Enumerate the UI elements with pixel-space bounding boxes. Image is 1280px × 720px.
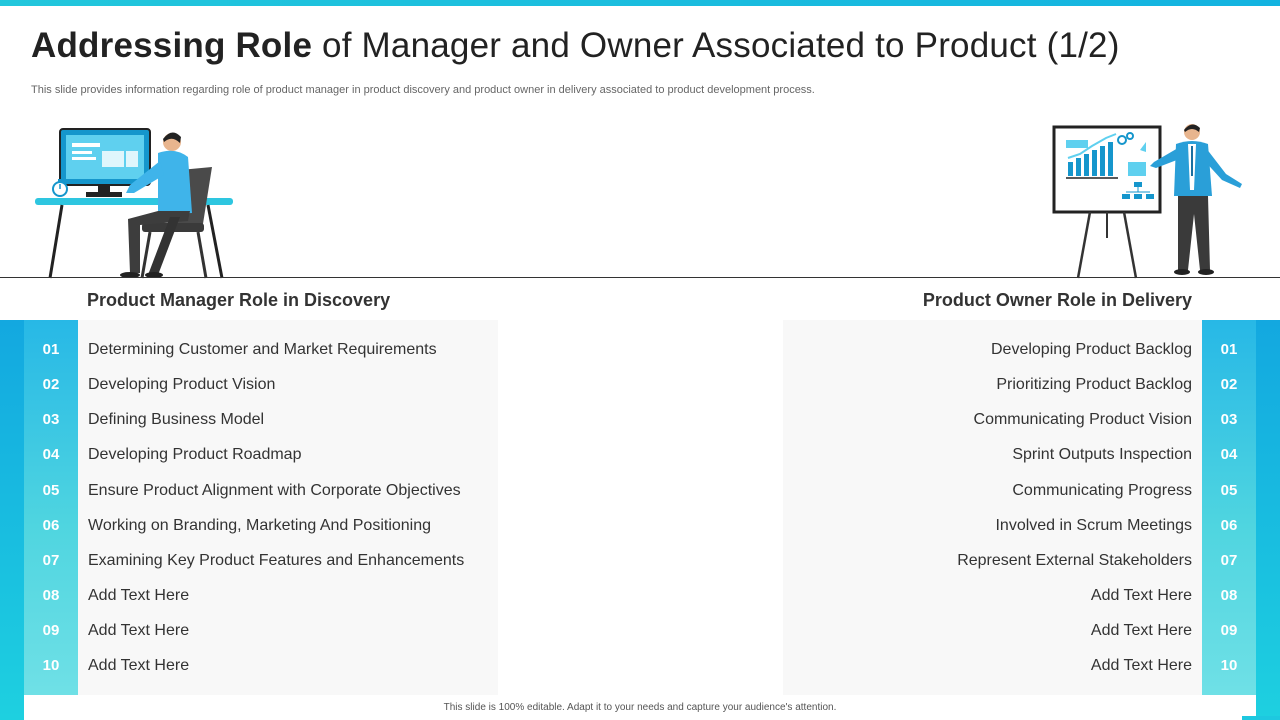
right-list-item: Communicating Progress: [1012, 482, 1192, 499]
desk-worker-illustration: [30, 125, 240, 280]
right-list-item: Developing Product Backlog: [990, 341, 1192, 358]
right-list-item: Prioritizing Product Backlog: [996, 376, 1192, 393]
title-bold-part: Addressing Role: [31, 26, 313, 65]
left-item-number: 09: [42, 622, 60, 639]
right-item-number: 01: [1220, 341, 1238, 358]
right-item-number: 07: [1220, 552, 1238, 569]
left-panel-heading: Product Manager Role in Discovery: [87, 290, 391, 310]
left-accent-strip: [0, 320, 24, 720]
right-number-column: [1202, 320, 1256, 695]
footer-note: This slide is 100% editable. Adapt it to your needs and capture your audience's attention.: [443, 702, 837, 713]
floor-divider-line: [0, 277, 1280, 278]
left-item-number: 01: [42, 341, 60, 358]
right-item-number: 04: [1220, 446, 1238, 463]
right-item-number: 05: [1220, 482, 1238, 499]
left-list-item: Working on Branding, Marketing And Positioning: [88, 517, 432, 534]
title-regular-part: of Manager and Owner Associated to Product (1/2): [312, 26, 1120, 65]
left-list-item: Developing Product Roadmap: [88, 446, 302, 463]
left-item-number: 10: [42, 657, 60, 674]
left-item-number: 03: [42, 411, 60, 428]
left-list-item: Ensure Product Alignment with Corporate Objectives: [88, 482, 461, 499]
right-list-item: Sprint Outputs Inspection: [1012, 446, 1192, 463]
right-list-item: Involved in Scrum Meetings: [995, 517, 1192, 534]
right-list-item: Represent External Stakeholders: [957, 552, 1192, 569]
left-list-item: Defining Business Model: [88, 411, 265, 428]
left-item-number: 06: [42, 517, 60, 534]
left-item-number: 07: [42, 552, 60, 569]
left-item-number: 05: [42, 482, 60, 499]
left-list-item: Examining Key Product Features and Enhancements: [88, 552, 465, 569]
left-list-item: Determining Customer and Market Requirements: [88, 341, 437, 358]
left-list-item: Add Text Here: [88, 587, 190, 604]
right-item-number: 09: [1220, 622, 1238, 639]
slide-title: [31, 26, 1120, 66]
right-list-box: [783, 320, 1202, 695]
left-list-box: [78, 320, 498, 695]
left-item-number: 02: [42, 376, 60, 393]
left-item-number: 08: [42, 587, 60, 604]
right-list-item: Add Text Here: [1090, 622, 1192, 639]
left-list-item: Developing Product Vision: [88, 376, 276, 393]
presenter-board-illustration: [1050, 118, 1250, 280]
left-item-number: 04: [42, 446, 60, 463]
right-list-item: Communicating Product Vision: [973, 411, 1192, 428]
right-item-number: 08: [1220, 587, 1238, 604]
left-list-item: Add Text Here: [88, 622, 190, 639]
right-item-number: 03: [1220, 411, 1238, 428]
left-list-item: Add Text Here: [88, 657, 190, 674]
right-list-item: Add Text Here: [1090, 657, 1192, 674]
right-accent-strip: [1256, 320, 1280, 720]
right-item-number: 02: [1220, 376, 1238, 393]
right-list-item: Add Text Here: [1090, 587, 1192, 604]
right-item-number: 06: [1220, 517, 1238, 534]
right-item-number: 10: [1220, 657, 1238, 674]
top-accent-bar: [0, 0, 1280, 6]
left-number-column: [24, 320, 78, 695]
corner-accent: [1242, 716, 1280, 720]
slide-subtitle: This slide provides information regarding role of product manager in product discovery and product owner in delivery associated to product development process.: [31, 84, 815, 96]
right-panel-heading: Product Owner Role in Delivery: [922, 290, 1192, 310]
